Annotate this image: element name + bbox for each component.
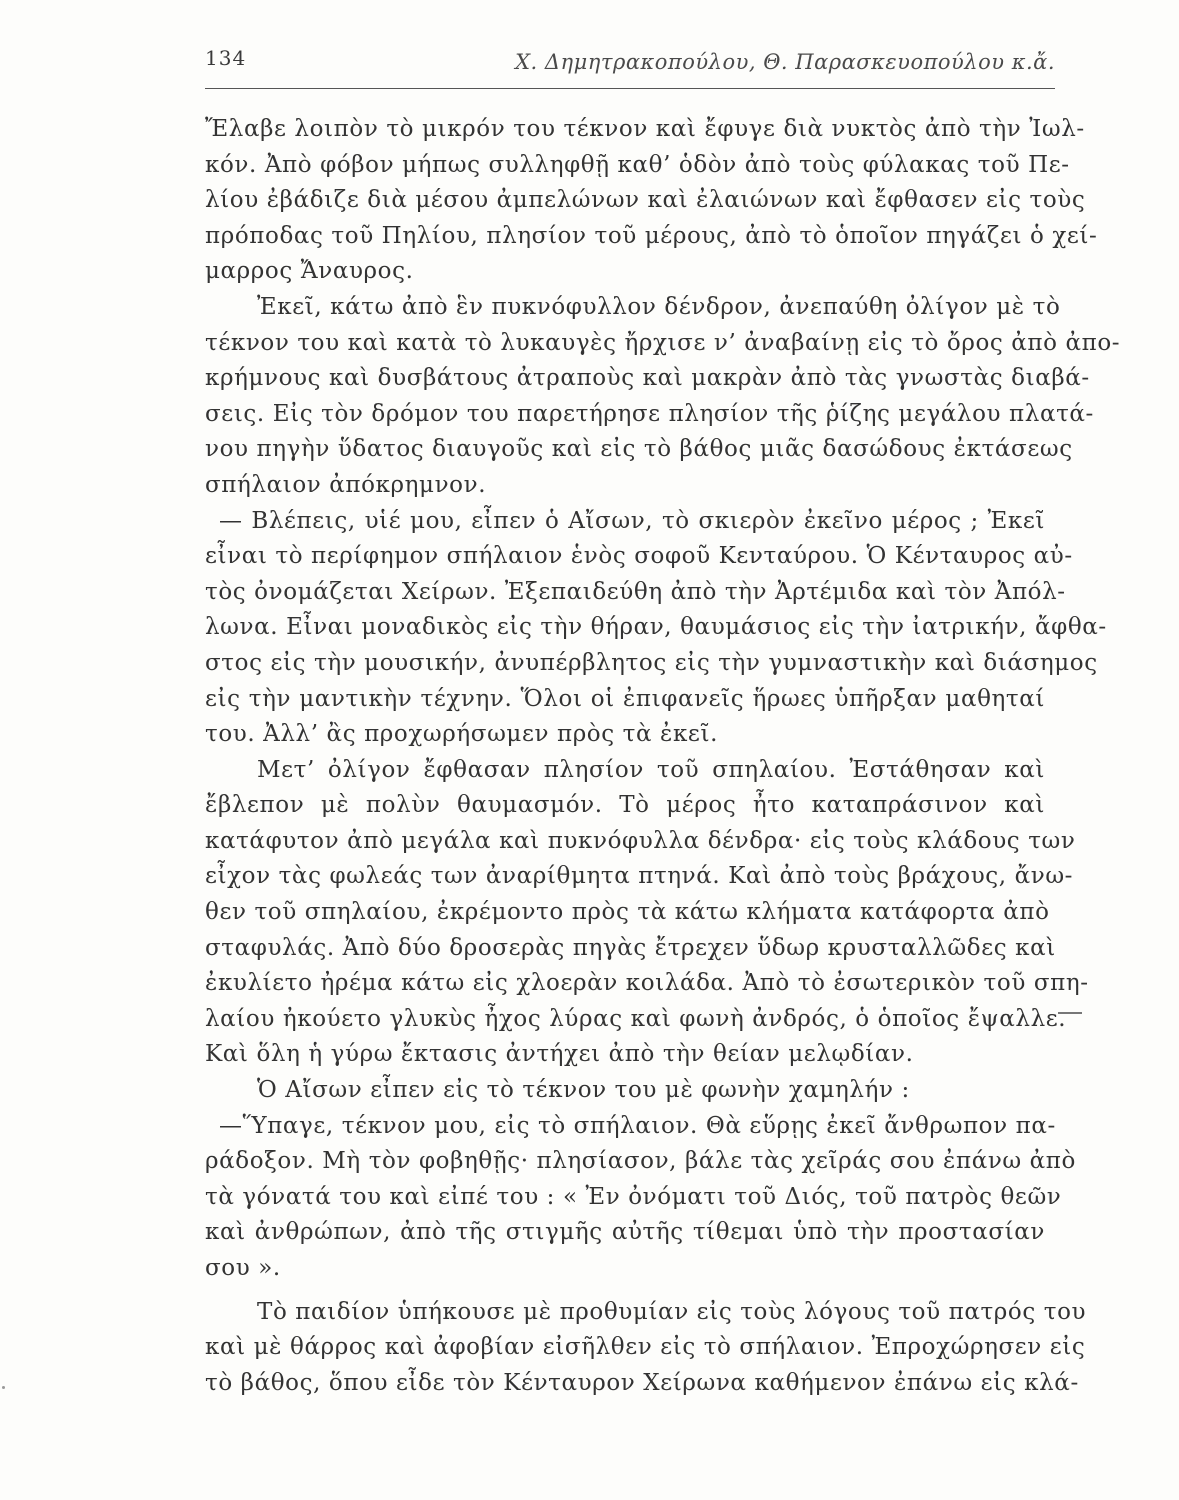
text-line: —Ὕπαγε, τέκνον μου, εἰς τὸ σπήλαιον. Θὰ εὕρῃς ἐκεῖ ἄνθρωπον πα- <box>219 1112 1056 1139</box>
text-line: εἰς τὴν μαντικὴν τέχνην. Ὅλοι οἱ ἐπιφανεῖς ἥρωες ὑπῆρξαν μαθηταί <box>205 685 1045 712</box>
text-line: τέκνον του καὶ κατὰ τὸ λυκαυγὲς ἤρχισε ν’ ἀναβαίνῃ εἰς τὸ ὄρος ἀπὸ ἀπο- <box>205 329 1121 356</box>
text-line: Ὁ Αἴσων εἶπεν εἰς τὸ τέκνον του μὲ φωνὴν χαμηλήν : <box>257 1077 910 1104</box>
page-header <box>205 42 1055 86</box>
text-line: κόν. Ἀπὸ φόβον μήπως συλληφθῇ καθ’ ὁδὸν ἀπὸ τοὺς φύλακας τοῦ Πε- <box>205 151 1070 178</box>
text-line: του. Ἀλλ’ ἂς προχωρήσωμεν πρὸς τὰ ἐκεῖ. <box>205 721 718 748</box>
running-head: Χ. Δημητρακοπούλου, Θ. Παρασκευοπούλου κ.ἄ. <box>515 50 1055 74</box>
text-line: λαίου ἠκούετο γλυκὺς ἦχος λύρας καὶ φωνὴ ἀνδρός, ὁ ὁποῖος ἔψαλλε. <box>205 1005 1067 1032</box>
text-line: καὶ μὲ θάρρος καὶ ἀφοβίαν εἰσῆλθεν εἰς τὸ σπήλαιον. Ἐπροχώρησεν εἰς <box>205 1334 1086 1361</box>
text-line: μαρρος Ἄναυρος. <box>205 258 414 285</box>
page-number: 134 <box>205 46 247 70</box>
header-rule <box>205 88 1055 89</box>
text-line: τὸ βάθος, ὅπου εἶδε τὸν Κένταυρον Χείρωνα καθήμενον ἐπάνω εἰς κλά- <box>205 1369 1079 1396</box>
text-line: ράδοξον. Μὴ τὸν φοβηθῇς· πλησίασον, βάλε τὰς χεῖράς σου ἐπάνω ἀπὸ <box>205 1148 1076 1175</box>
text-line: Μετ’ ὀλίγον ἔφθασαν πλησίον τοῦ σπηλαίου. Ἐστάθησαν καὶ <box>257 756 1045 783</box>
text-line: εἶναι τὸ περίφημον σπήλαιον ἑνὸς σοφοῦ Κενταύρου. Ὁ Κένταυρος αὐ- <box>205 543 1073 570</box>
text-line: Ἐκεῖ, κάτω ἀπὸ ἓν πυκνόφυλλον δένδρον, ἀνεπαύθη ὀλίγον μὲ τὸ <box>257 293 1061 320</box>
text-line: Ἔλαβε λοιπὸν τὸ μικρόν του τέκνον καὶ ἔφυγε διὰ νυκτὸς ἀπὸ τὴν Ἰωλ- <box>205 116 1085 142</box>
margin-pencil-mark <box>1058 1012 1082 1014</box>
text-line: ἐκυλίετο ἠρέμα κάτω εἰς χλοερὰν κοιλάδα. Ἀπὸ τὸ ἐσωτερικὸν τοῦ σπη- <box>205 970 1089 997</box>
text-line: θεν τοῦ σπηλαίου, ἐκρέμοντο πρὸς τὰ κάτω κλήματα κατάφορτα ἀπὸ <box>205 899 1050 926</box>
text-line: — Βλέπεις, υἱέ μου, εἶπεν ὁ Αἴσων, τὸ σκιερὸν ἐκεῖνο μέρος ; Ἐκεῖ <box>219 507 1045 534</box>
text-line: εἶχον τὰς φωλεάς των ἀναρίθμητα πτηνά. Καὶ ἀπὸ τοὺς βράχους, ἄνω- <box>205 863 1074 890</box>
text-line: σταφυλάς. Ἀπὸ δύο δροσερὰς πηγὰς ἔτρεχεν ὕδωρ κρυσταλλῶδες καὶ <box>205 934 1056 961</box>
scan-speck <box>2 1386 5 1389</box>
text-line: ἔβλεπον μὲ πολὺν θαυμασμόν. Τὸ μέρος ἦτο καταπράσινον καὶ <box>205 792 1045 819</box>
text-line: νου πηγὴν ὕδατος διαυγοῦς καὶ εἰς τὸ βάθος μιᾶς δασώδους ἐκτάσεως <box>205 436 1073 463</box>
text-line: κρήμνους καὶ δυσβάτους ἀτραποὺς καὶ μακρὰν ἀπὸ τὰς γνωστὰς διαβά- <box>205 365 1090 392</box>
text-line: στος εἰς τὴν μουσικήν, ἀνυπέρβλητος εἰς τὴν γυμναστικὴν καὶ διάσημος <box>205 649 1098 676</box>
text-line: σεις. Εἰς τὸν δρόμον του παρετήρησε πλησίον τῆς ῥίζης μεγάλου πλατά- <box>205 400 1094 427</box>
text-line: καὶ ἀνθρώπων, ἀπὸ τῆς στιγμῆς αὐτῆς τίθεμαι ὑπὸ τὴν προστασίαν <box>205 1219 1045 1246</box>
paragraph-gap <box>205 1287 1045 1295</box>
text-line: τὸς ὀνομάζεται Χείρων. Ἐξεπαιδεύθη ἀπὸ τὴν Ἀρτέμιδα καὶ τὸν Ἀπόλ- <box>205 578 1066 605</box>
text-line: πρόποδας τοῦ Πηλίου, πλησίον τοῦ μέρους, ἀπὸ τὸ ὁποῖον πηγάζει ὁ χεί- <box>205 222 1098 249</box>
text-line: κατάφυτον ἀπὸ μεγάλα καὶ πυκνόφυλλα δένδρα· εἰς τοὺς κλάδους των <box>205 827 1076 854</box>
text-line: σου ». <box>205 1255 281 1281</box>
body-text <box>205 112 1121 1401</box>
text-line: λίου ἐβάδιζε διὰ μέσου ἀμπελώνων καὶ ἐλαιώνων καὶ ἔφθασεν εἰς τοὺς <box>205 187 1086 214</box>
text-line: Καὶ ὅλη ἡ γύρω ἔκτασις ἀντήχει ἀπὸ τὴν θείαν μελῳδίαν. <box>205 1041 914 1068</box>
text-line: λωνα. Εἶναι μοναδικὸς εἰς τὴν θήραν, θαυμάσιος εἰς τὴν ἰατρικήν, ἄφθα- <box>205 614 1107 641</box>
text-line: τὰ γόνατά του καὶ εἰπέ του : « Ἐν ὀνόματι τοῦ Διός, τοῦ πατρὸς θεῶν <box>205 1183 1062 1210</box>
text-line: σπήλαιον ἀπόκρημνον. <box>205 471 487 498</box>
text-line: Τὸ παιδίον ὑπήκουσε μὲ προθυμίαν εἰς τοὺς λόγους τοῦ πατρός του <box>257 1298 1087 1325</box>
